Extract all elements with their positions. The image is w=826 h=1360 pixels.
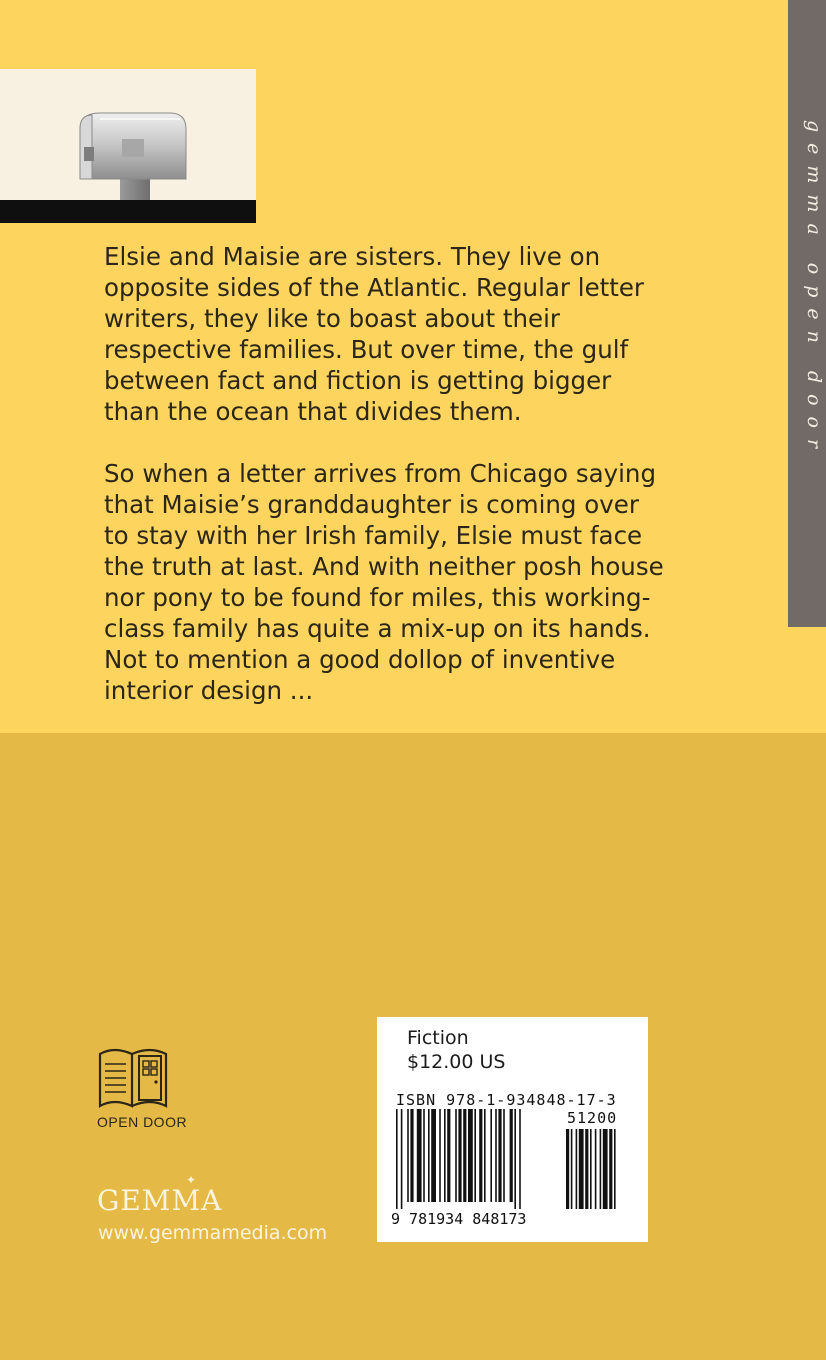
barcode-bar bbox=[474, 1109, 476, 1202]
barcode-bar bbox=[514, 1109, 516, 1209]
barcode-bar bbox=[410, 1109, 413, 1202]
barcode-bar bbox=[458, 1109, 461, 1202]
addon-barcode-bar bbox=[566, 1129, 569, 1209]
sparkle-icon: ✦ bbox=[186, 1173, 197, 1187]
barcode-bar bbox=[428, 1109, 430, 1202]
addon-barcode-bar bbox=[585, 1129, 588, 1209]
barcode-bar bbox=[455, 1109, 457, 1202]
blurb-paragraph-2: So when a letter arrives from Chicago saying that Maisie’s granddaughter is coming over to stay with her Irish family, Elsie must face the truth at last. And with neither posh house nor pony to be found for miles, this working-class family has quite a mix-up on its hands. Not to mention a good dollop of inventive interior design ... bbox=[104, 459, 664, 705]
barcode-bar bbox=[407, 1109, 409, 1202]
photo-baseline-bar bbox=[0, 200, 256, 223]
addon-barcode-bar bbox=[600, 1129, 602, 1209]
barcode-bar bbox=[468, 1109, 473, 1202]
barcode-bar bbox=[498, 1109, 501, 1202]
barcode-label bbox=[377, 1017, 648, 1242]
barcode-bars bbox=[396, 1109, 636, 1209]
book-category: Fiction bbox=[407, 1027, 469, 1049]
ean-digits: 9 781934 848173 bbox=[391, 1210, 527, 1228]
addon-barcode-bar bbox=[590, 1129, 592, 1209]
book-price: $12.00 US bbox=[407, 1051, 506, 1073]
barcode-bar bbox=[479, 1109, 482, 1202]
addon-barcode-bar bbox=[579, 1129, 584, 1209]
barcode-bar bbox=[401, 1109, 403, 1209]
barcode-bar bbox=[503, 1109, 505, 1202]
spine-series-text: gemma open door bbox=[803, 120, 825, 460]
addon-barcode-bar bbox=[609, 1129, 612, 1209]
publisher-logo: GEMMA bbox=[97, 1184, 223, 1217]
addon-digits: 51200 bbox=[567, 1109, 618, 1127]
blurb-paragraph-1: Elsie and Maisie are sisters. They live on opposite sides of the Atlantic. Regular letter writers, they like to boast about their respective families. But over time, the gulf between fact and fiction is getting bigger than the ocean that divides them. bbox=[104, 242, 645, 426]
barcode-bar bbox=[396, 1109, 398, 1209]
open-door-series-label: OPEN DOOR bbox=[97, 1114, 188, 1130]
addon-barcode-bar bbox=[614, 1129, 616, 1209]
barcode-bar bbox=[431, 1109, 436, 1202]
barcode-bar bbox=[439, 1109, 441, 1202]
barcode-bar bbox=[463, 1109, 466, 1202]
addon-barcode-bar bbox=[595, 1129, 597, 1209]
barcode-bar bbox=[447, 1109, 450, 1202]
barcode-bar bbox=[444, 1109, 446, 1202]
barcode-bar bbox=[490, 1109, 492, 1202]
isbn-text: ISBN 978-1-934848-17-3 bbox=[396, 1091, 617, 1109]
barcode-bar bbox=[519, 1109, 521, 1209]
barcode-bar bbox=[510, 1109, 513, 1202]
barcode-bar bbox=[484, 1109, 486, 1202]
barcode-bar bbox=[495, 1109, 497, 1202]
barcode-bar bbox=[423, 1109, 425, 1202]
publisher-website: www.gemmamedia.com bbox=[98, 1222, 328, 1244]
addon-barcode-bar bbox=[603, 1129, 608, 1209]
back-cover-blurb bbox=[104, 241, 664, 737]
barcode-bar bbox=[417, 1109, 422, 1202]
addon-barcode-bar bbox=[571, 1129, 573, 1209]
addon-barcode-bar bbox=[576, 1129, 578, 1209]
